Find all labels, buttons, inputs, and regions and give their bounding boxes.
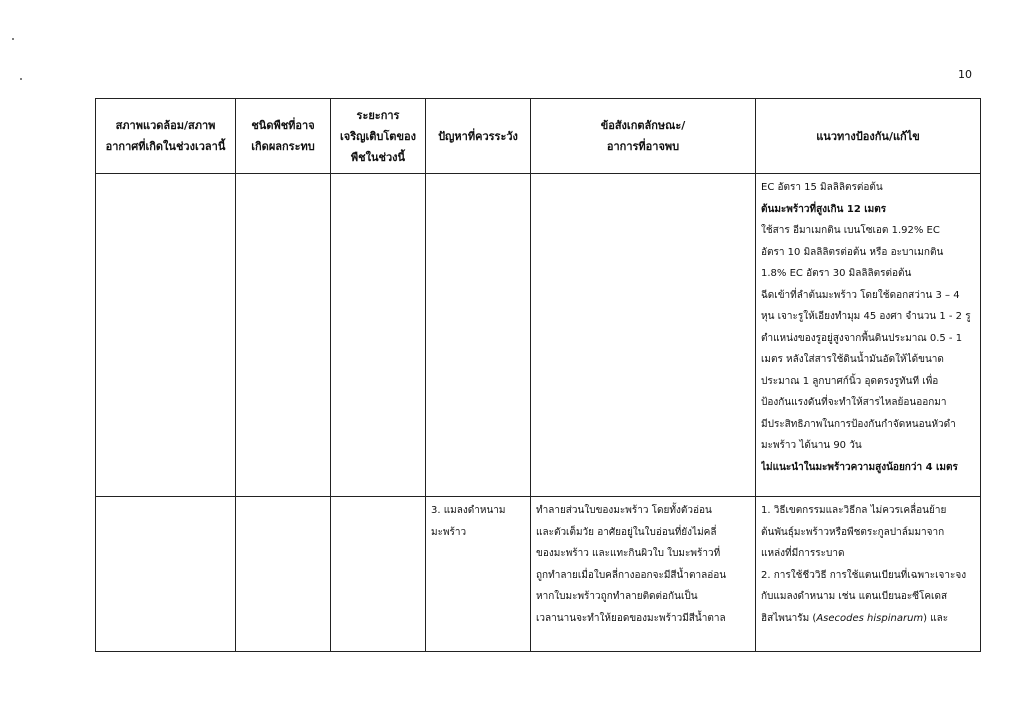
text-line: ของมะพร้าว และแทะกินผิวใบ ใบมะพร้าวที่ [536, 548, 721, 559]
text-line: มีประสิทธิภาพในการป้องกันกำจัดหนอนหัวดำ [761, 418, 956, 430]
scan-dot [20, 78, 22, 80]
header-affected-crops: ชนิดพืชที่อาจ เกิดผลกระทบ [236, 99, 331, 174]
text-line: 2. การใช้ชีววิธี การใช้แตนเบียนที่เฉพาะเจาะจง [761, 569, 967, 581]
text-line: อัตรา 10 มิลลิลิตรต่อต้น หรือ อะบาเมกติน [761, 246, 944, 258]
text-line: ใช้สาร อีมาเมกติน เบนโซเอต 1.92% EC [761, 225, 940, 236]
text-line: 1. วิธีเขตกรรมและวิธีกล ไม่ควรเคลื่อนย้าย [761, 505, 947, 516]
warning-note: ไม่แนะนำในมะพร้าวความสูงน้อยกว่า 4 เมตร [761, 461, 958, 473]
cell-crops [236, 174, 331, 497]
header-prevention: แนวทางป้องกัน/แก้ไข [756, 99, 981, 174]
text-line: เมตร หลังใส่สารใช้ดินน้ำมันอัดให้ได้ขนาด [761, 354, 944, 365]
cell-environment [96, 497, 236, 652]
scan-dot [12, 38, 14, 40]
table-row [96, 174, 981, 497]
text-line: ป้องกันแรงดันที่จะทำให้สารไหลย้อนออกมา [761, 397, 947, 408]
problem-title: 3. แมลงดำหนาม [431, 505, 506, 516]
text-line: ทำลายส่วนใบของมะพร้าว โดยทั้งตัวอ่อน [536, 505, 712, 516]
cell-growth-stage [331, 174, 426, 497]
cell-symptoms [531, 497, 756, 652]
header-symptoms: ข้อสังเกตลักษณะ/ อาการที่อาจพบ [531, 99, 756, 174]
text-line: และตัวเต็มวัย อาศัยอยู่ในใบอ่อนที่ยังไม่คลี่ [536, 526, 717, 538]
header-environment: สภาพแวดล้อม/สภาพ อากาศที่เกิดในช่วงเวลานี้ [96, 99, 236, 174]
text-line: EC อัตรา 15 มิลลิลิตรต่อต้น [761, 182, 883, 193]
text-line: ต้นพันธุ์มะพร้าวหรือพืชตระกูลปาล์มมาจาก [761, 526, 945, 538]
cell-prevention [756, 174, 981, 497]
text-line: ฮิสไพนารัม (Asecodes hispinarum) และ [761, 612, 949, 624]
header-problems: ปัญหาที่ควรระวัง [426, 99, 531, 174]
cell-problem [426, 497, 531, 652]
page-number: 10 [958, 68, 972, 81]
text-line: กับแมลงดำหนาม เช่น แตนเบียนอะซีโคเดส [761, 591, 948, 602]
cell-prevention [756, 497, 981, 652]
cell-problem [426, 174, 531, 497]
text-line: 1.8% EC อัตรา 30 มิลลิลิตรต่อต้น [761, 268, 912, 279]
guideline-table [95, 98, 981, 652]
text-line: ถูกทำลายเมื่อใบคลี่กางออกจะมีสีน้ำตาลอ่อน [536, 569, 727, 581]
text-line: ฉีดเข้าที่ลำต้นมะพร้าว โดยใช้ดอกสว่าน 3 – 4 [761, 289, 960, 301]
table-row [96, 497, 981, 652]
text-line: มะพร้าว ได้นาน 90 วัน [761, 440, 862, 451]
text-line: หากใบมะพร้าวถูกทำลายติดต่อกันเป็น [536, 591, 698, 602]
text-line: ประมาณ 1 ลูกบาศก์นิ้ว อุดตรงรูทันที เพื่อ [761, 375, 939, 387]
cell-symptoms [531, 174, 756, 497]
text-line: เวลานานจะทำให้ยอดของมะพร้าวมีสีน้ำตาล [536, 612, 726, 624]
text-line: หุน เจาะรูให้เอียงทำมุม 45 องศา จำนวน 1 - 2 รู [761, 311, 971, 322]
scientific-name: Asecodes hispinarum [816, 612, 924, 624]
text-line: แหล่งที่มีการระบาด [761, 548, 845, 559]
header-growth-stage: ระยะการ เจริญเติบโตของ พืชในช่วงนี้ [331, 99, 426, 174]
cell-growth-stage [331, 497, 426, 652]
table-header-row [96, 99, 981, 174]
cell-crops [236, 497, 331, 652]
cell-environment [96, 174, 236, 497]
subheading: ต้นมะพร้าวที่สูงเกิน 12 เมตร [761, 203, 887, 215]
text-line: ตำแหน่งของรูอยู่สูงจากพื้นดินประมาณ 0.5 - 1 [761, 332, 963, 344]
problem-title: มะพร้าว [431, 526, 467, 538]
